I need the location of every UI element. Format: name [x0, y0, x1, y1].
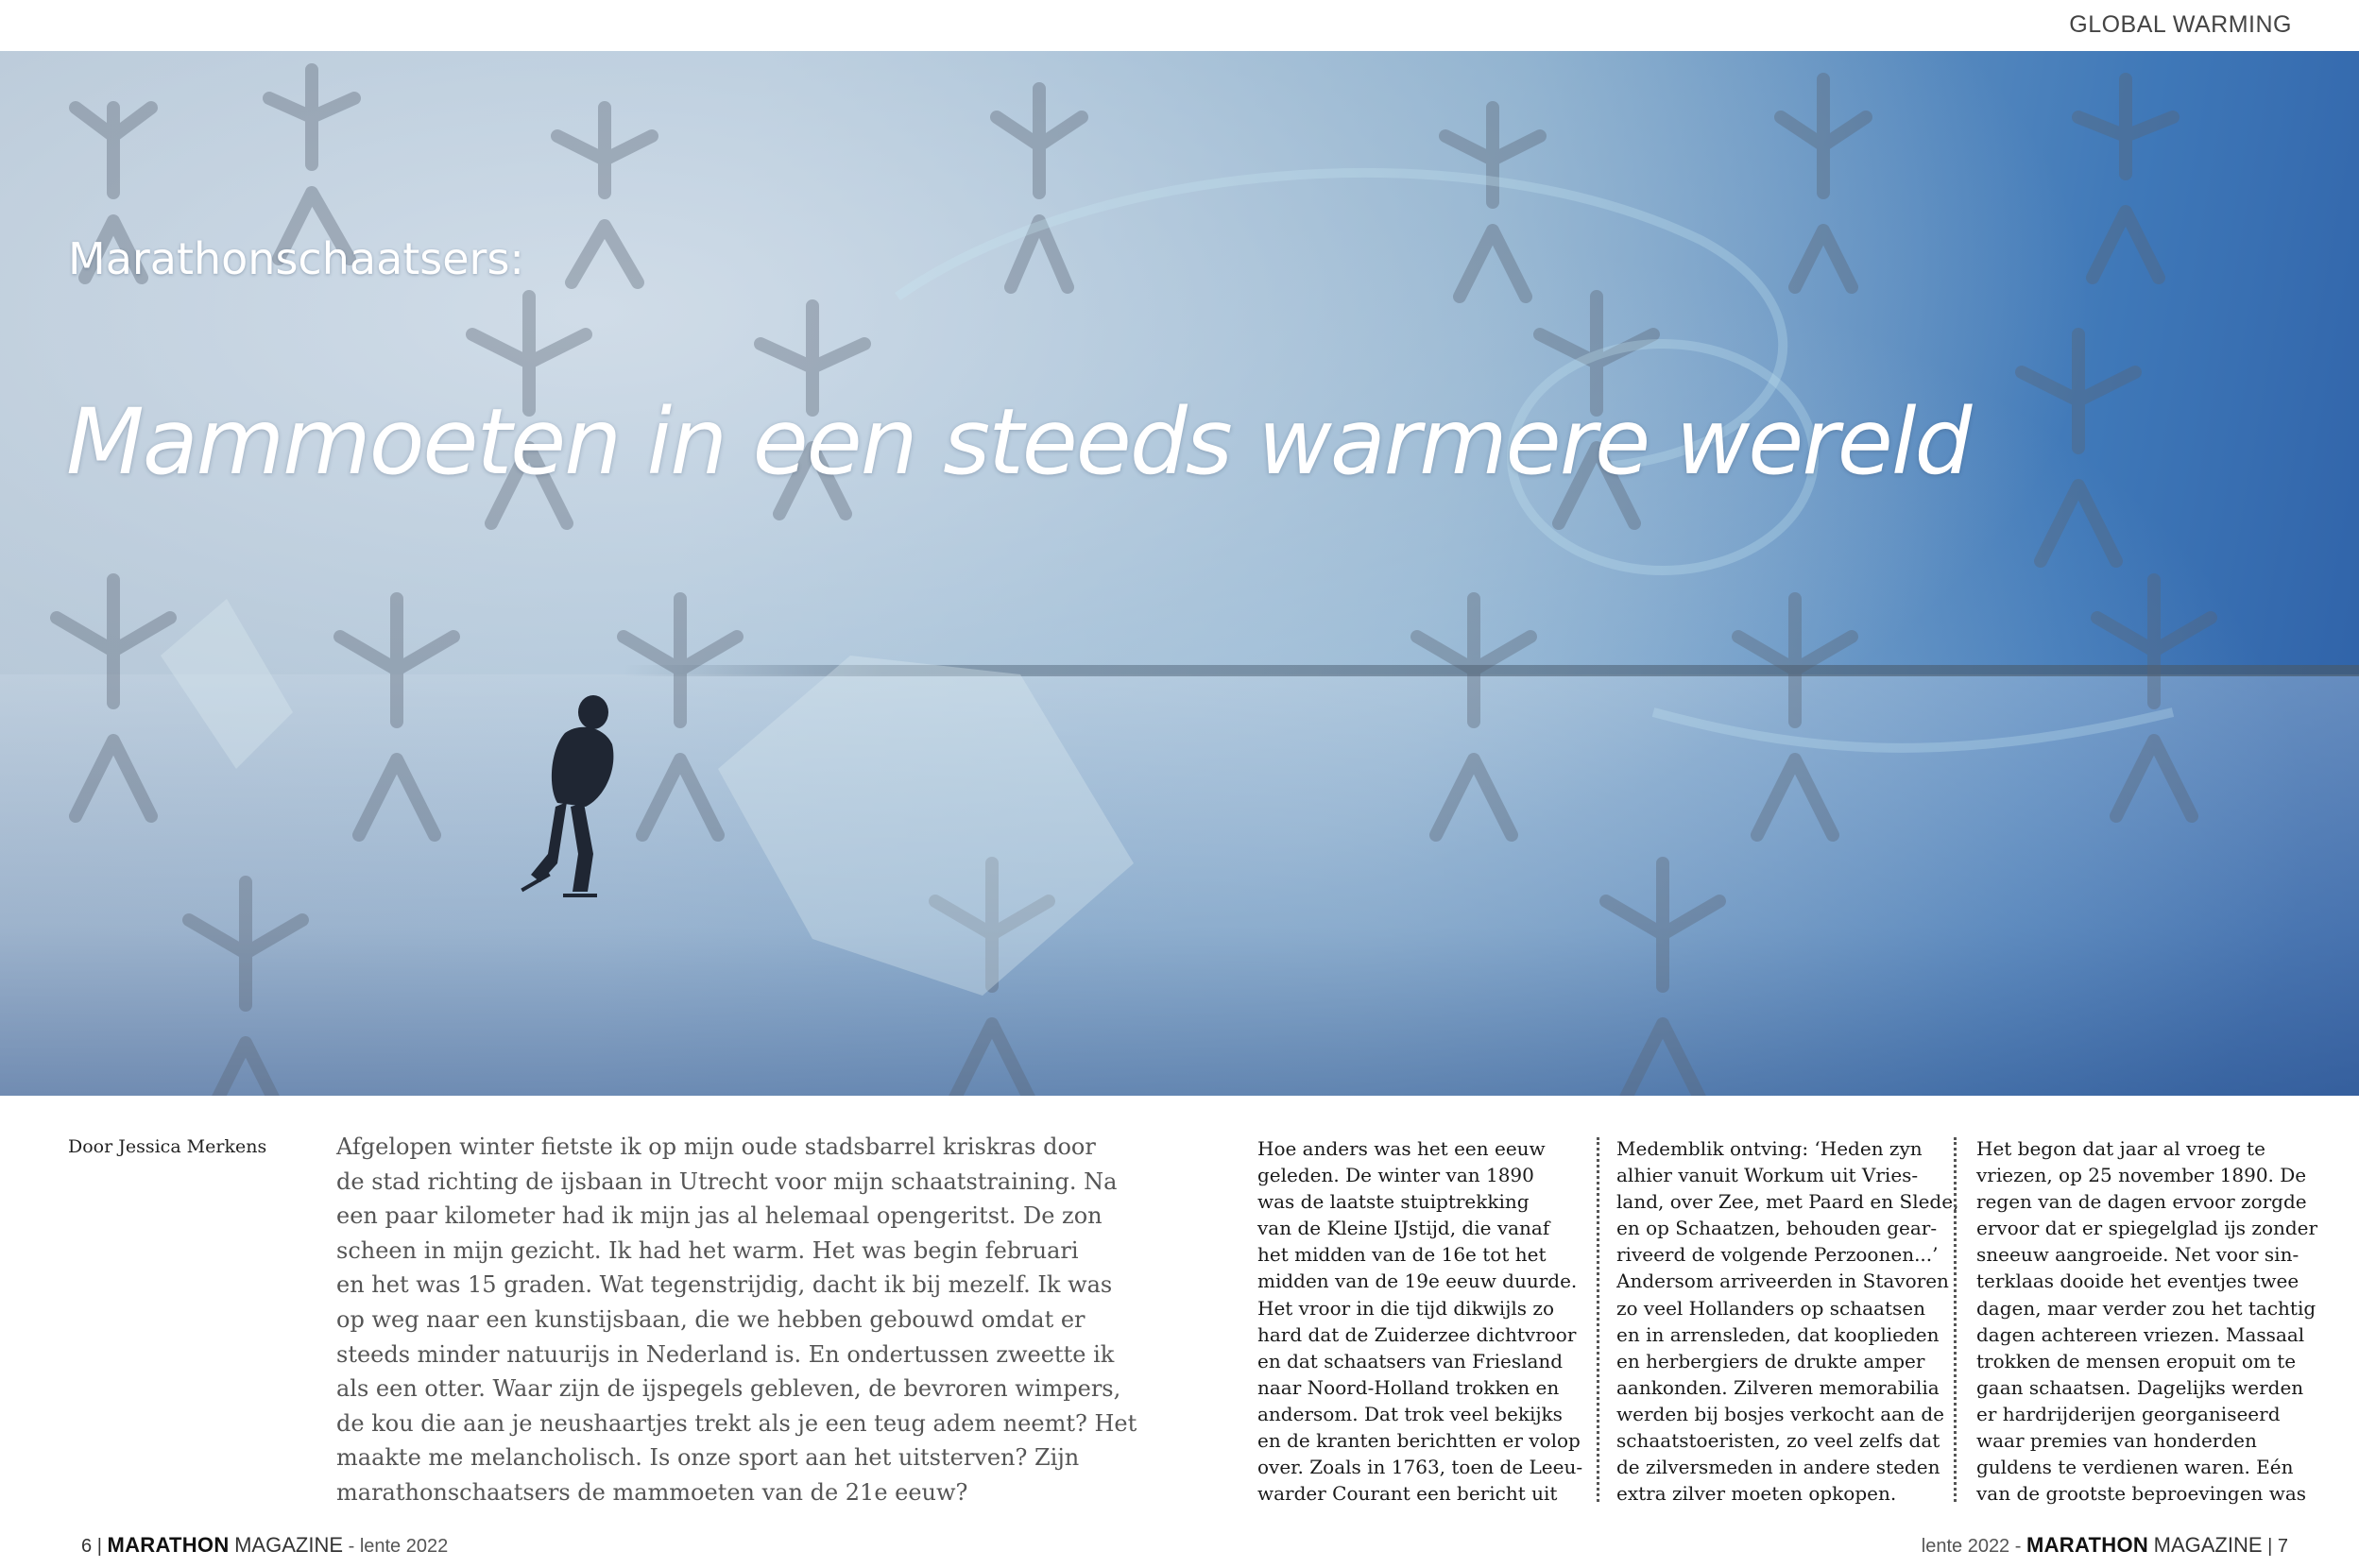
column-line: en op Schaatzen, behouden gear-	[1616, 1217, 1938, 1240]
column-line: van de grootste beproevingen was	[1976, 1482, 2307, 1506]
intro-line: en het was 15 graden. Wat tegenstrijdig, dacht ik bij mezelf. Ik was	[336, 1271, 1113, 1299]
column-line: de zilversmeden in andere steden	[1616, 1456, 1940, 1479]
magazine-brand: MARATHON	[2026, 1533, 2149, 1557]
column-line: waar premies van honderden	[1976, 1429, 2257, 1453]
intro-line: een paar kilometer had ik mijn jas al helemaal opengeritst. De zon	[336, 1202, 1103, 1230]
issue-label: lente 2022	[359, 1536, 449, 1557]
column-divider	[1954, 1137, 1957, 1502]
magazine-brand: MARATHON	[107, 1533, 230, 1557]
intro-line: de stad richting de ijsbaan in Utrecht voor mijn schaatstraining. Na	[336, 1167, 1118, 1195]
article-headline: Mammoeten in een steeds warmere wereld	[66, 389, 1971, 495]
intro-line: maakte me melancholisch. Is onze sport aan het uitsterven? Zijn	[336, 1444, 1080, 1472]
column-line: en de kranten berichtten er volop	[1257, 1429, 1581, 1453]
hero-image	[0, 51, 2359, 1096]
intro-line: steeds minder natuurijs in Nederland is. En ondertussen zweette ik	[336, 1340, 1115, 1368]
column-line: ervoor dat er spiegelglad ijs zonder	[1976, 1217, 2318, 1240]
column-divider	[1597, 1137, 1599, 1502]
body-column-1	[1257, 1135, 1583, 1507]
magazine-brand-suffix: MAGAZINE	[2153, 1533, 2263, 1557]
column-line: sneeuw aangroeide. Net voor sin-	[1976, 1243, 2299, 1267]
column-line: Andersom arriveerden in Stavoren	[1616, 1270, 1949, 1293]
column-line: land, over Zee, met Paard en Slede,	[1616, 1190, 1959, 1214]
column-line: midden van de 19e eeuw duurde.	[1257, 1270, 1578, 1293]
column-line: er hardrijderijen georganiseerd	[1976, 1402, 2281, 1425]
column-line: en dat schaatsers van Friesland	[1257, 1349, 1564, 1372]
intro-paragraph	[336, 1130, 1137, 1510]
column-line: vriezen, op 25 november 1890. De	[1976, 1164, 2307, 1187]
page-number-left: 6	[81, 1536, 93, 1557]
column-line: Medemblik ontving: ‘Heden zyn	[1616, 1137, 1923, 1160]
column-line: van de Kleine IJstijd, die vanaf	[1257, 1217, 1550, 1240]
intro-line: op weg naar een kunstijsbaan, die we hebben gebouwd omdat er	[336, 1305, 1085, 1333]
issue-label: lente 2022	[1921, 1536, 2010, 1557]
column-line: schaatstoeristen, zo veel zelfs dat	[1616, 1429, 1940, 1453]
column-line: andersom. Dat trok veel bekijks	[1257, 1402, 1563, 1425]
footer-separator: |	[2267, 1536, 2273, 1557]
column-line: terklaas dooide het eventjes twee	[1976, 1270, 2299, 1293]
column-line: Hoe anders was het een eeuw	[1257, 1137, 1546, 1160]
column-line: naar Noord-Holland trokken en	[1257, 1375, 1560, 1399]
article-kicker: Marathonschaatsers:	[68, 233, 524, 284]
column-line: aankonden. Zilveren memorabilia	[1616, 1375, 1940, 1399]
body-column-2	[1616, 1135, 1959, 1507]
column-line: gaan schaatsen. Dagelijks werden	[1976, 1375, 2304, 1399]
column-line: Het begon dat jaar al vroeg te	[1976, 1137, 2265, 1160]
footer-dash: -	[2014, 1536, 2022, 1557]
footer-dash: -	[348, 1536, 355, 1557]
column-line: riveerd de volgende Perzoonen...’	[1616, 1243, 1939, 1267]
column-line: was de laatste stuiptrekking	[1257, 1190, 1530, 1214]
skater-figure	[521, 695, 613, 897]
column-line: regen van de dagen ervoor zorgde	[1976, 1190, 2307, 1214]
column-line: over. Zoals in 1763, toen de Leeu-	[1257, 1456, 1583, 1479]
intro-line: als een otter. Waar zijn de ijspegels gebleven, de bevroren wimpers,	[336, 1375, 1121, 1403]
footer-left	[81, 1533, 448, 1558]
column-line: het midden van de 16e tot het	[1257, 1243, 1547, 1267]
column-line: hard dat de Zuiderzee dichtvroor	[1257, 1322, 1577, 1346]
magazine-brand-suffix: MAGAZINE	[234, 1533, 344, 1557]
column-line: Het vroor in die tijd dikwijls zo	[1257, 1296, 1554, 1320]
column-line: geleden. De winter van 1890	[1257, 1164, 1534, 1187]
column-line: alhier vanuit Workum uit Vries-	[1616, 1164, 1919, 1187]
column-line: trokken de mensen eropuit om te	[1976, 1349, 2297, 1372]
intro-line: scheen in mijn gezicht. Ik had het warm. Het was begin februari	[336, 1236, 1079, 1264]
rock-art-overlay	[0, 51, 2359, 1096]
column-line: extra zilver moeten opkopen.	[1616, 1482, 1897, 1506]
column-line: en herbergiers de drukte amper	[1616, 1349, 1925, 1372]
column-line: dagen, maar verder zou het tachtig	[1976, 1296, 2316, 1320]
intro-line: marathonschaatsers de mammoeten van de 21e eeuw?	[336, 1478, 968, 1506]
column-line: werden bij bosjes verkocht aan de	[1616, 1402, 1944, 1425]
column-line: en in arrensleden, dat kooplieden	[1616, 1322, 1940, 1346]
byline: Door Jessica Merkens	[68, 1136, 267, 1157]
footer-separator: |	[96, 1536, 102, 1557]
intro-line: Afgelopen winter fietste ik op mijn oude stadsbarrel kriskras door	[336, 1133, 1096, 1160]
page-number-right: 7	[2277, 1536, 2288, 1557]
section-label: GLOBAL WARMING	[2069, 11, 2292, 38]
column-line: warder Courant een bericht uit	[1257, 1482, 1558, 1506]
body-column-3	[1976, 1135, 2318, 1507]
footer-right	[1922, 1533, 2288, 1558]
column-line: zo veel Hollanders op schaatsen	[1616, 1296, 1925, 1320]
column-line: guldens te verdienen waren. Eén	[1976, 1456, 2294, 1479]
intro-line: de kou die aan je neushaartjes trekt als je een teug adem neemt? Het	[336, 1409, 1137, 1437]
column-line: dagen achtereen vriezen. Massaal	[1976, 1322, 2305, 1346]
